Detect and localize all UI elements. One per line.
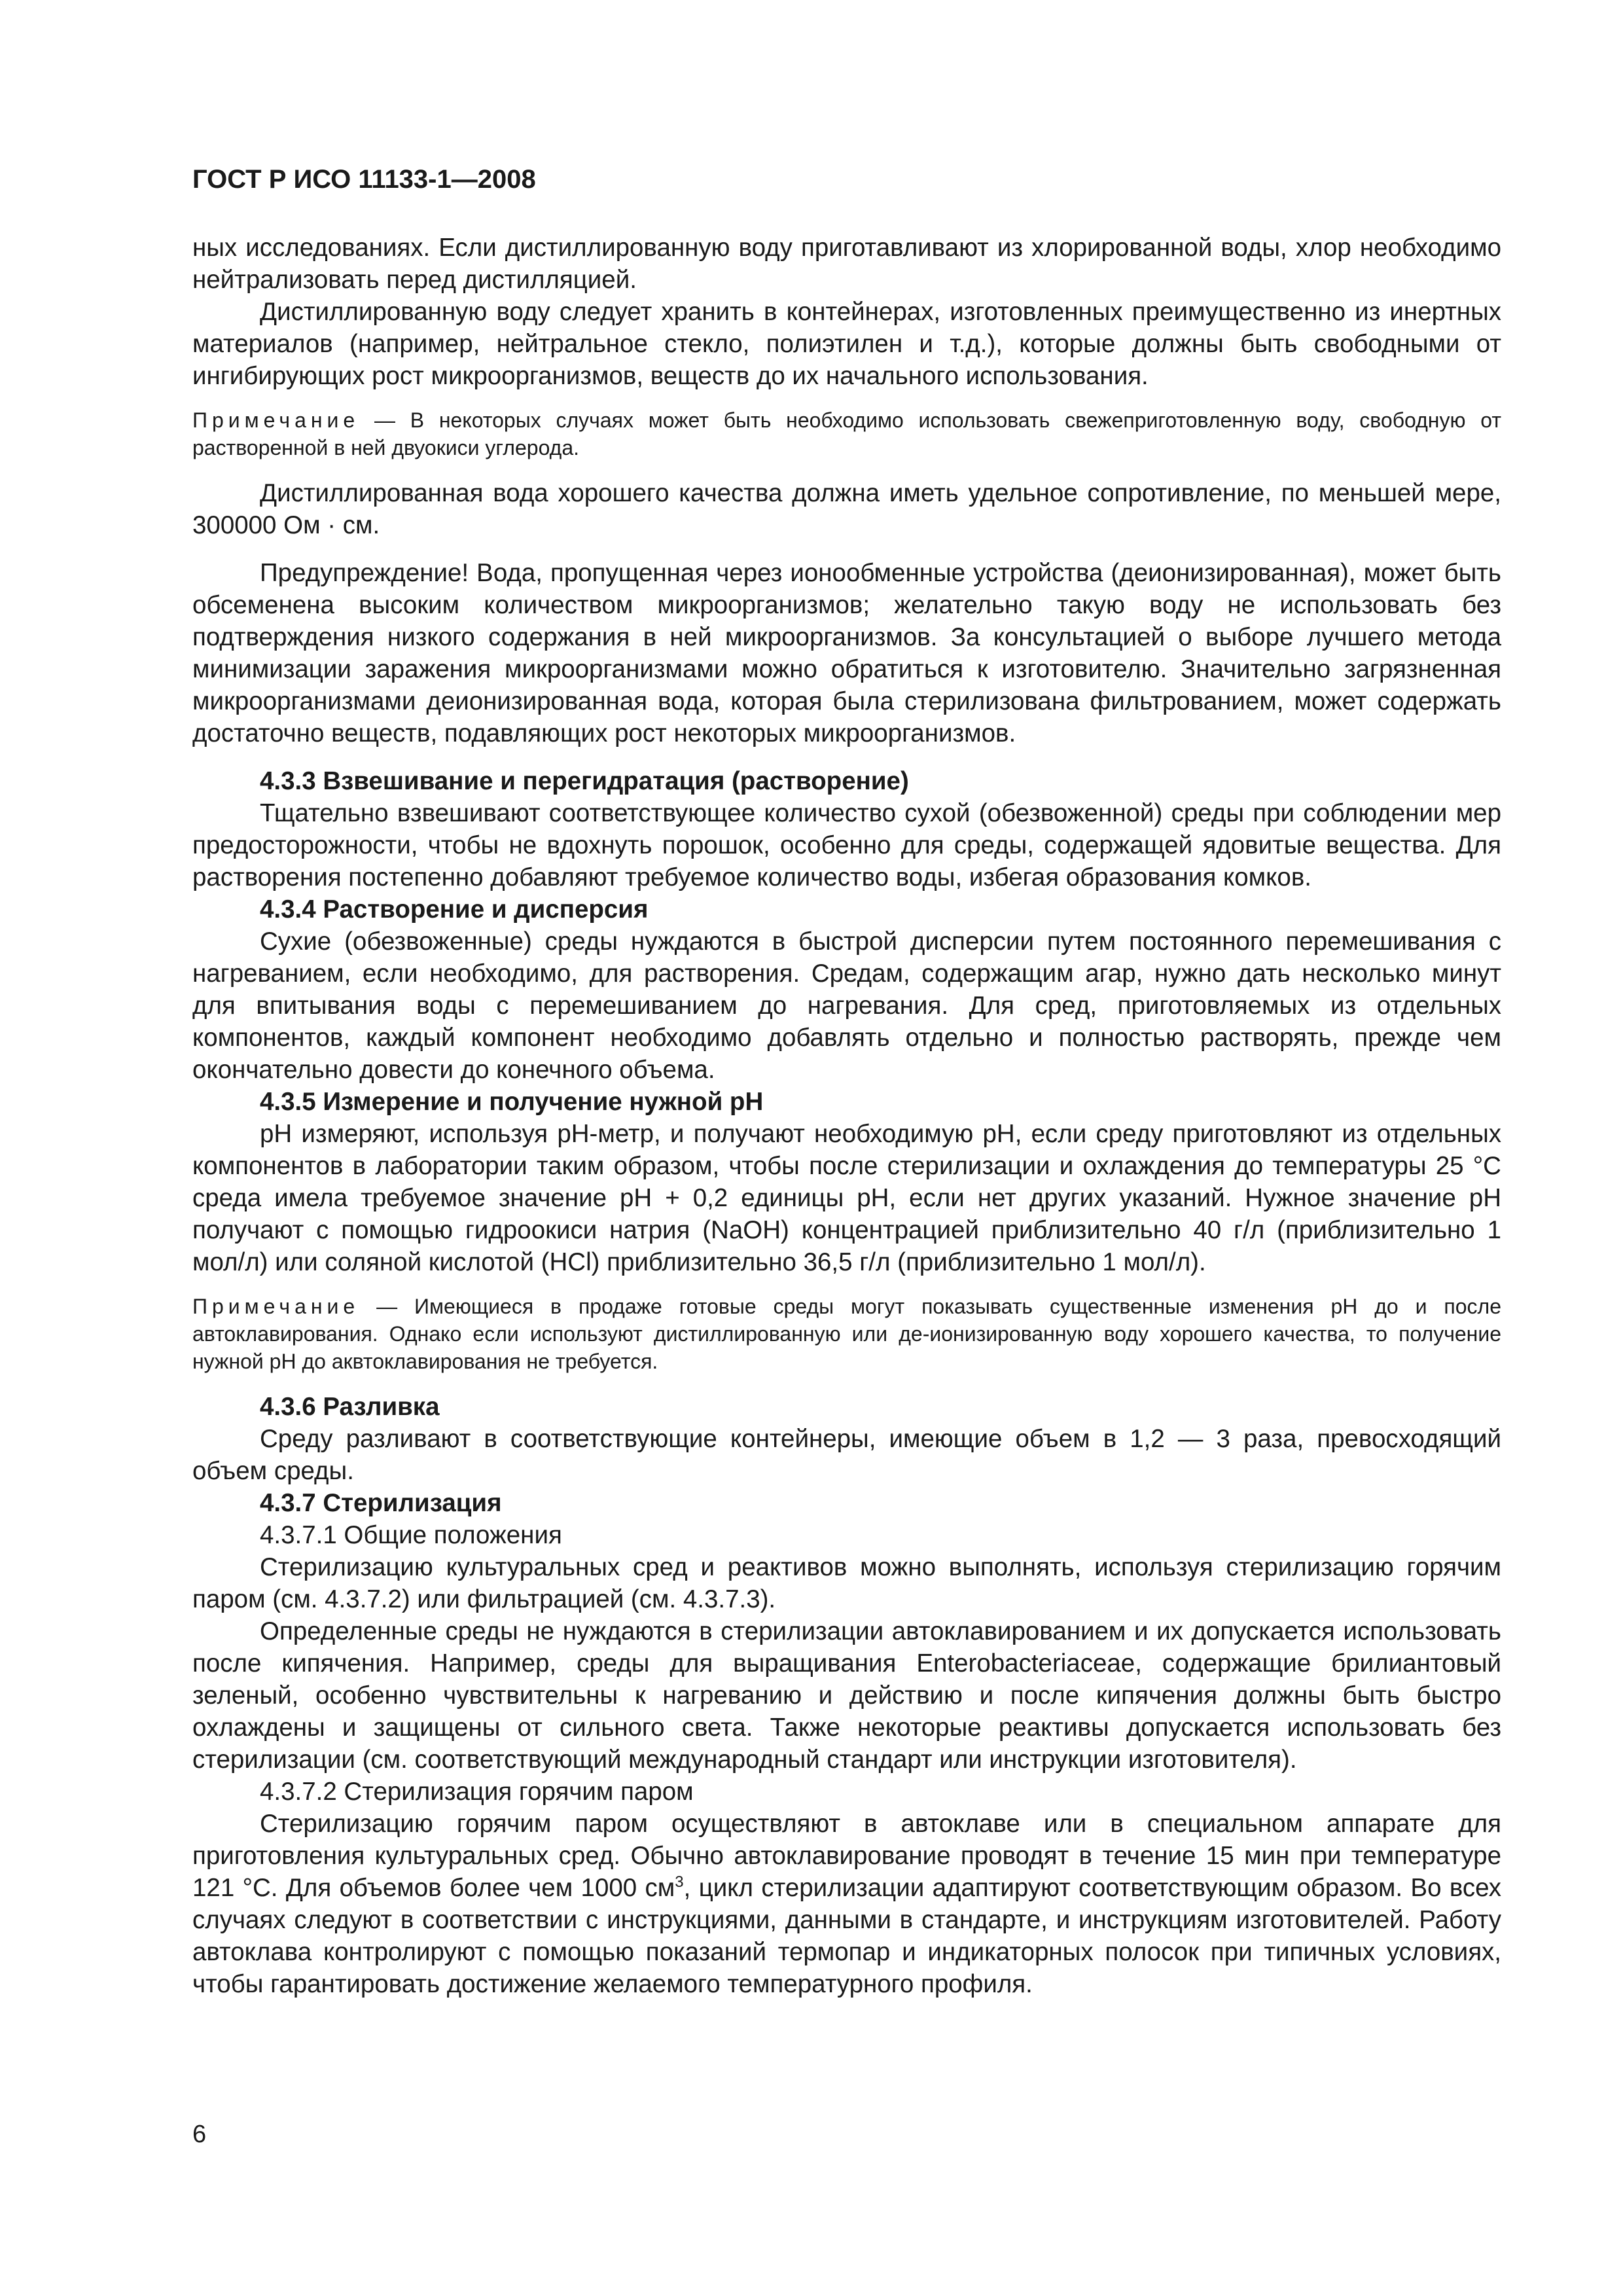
paragraph-storage: Дистиллированную воду следует хранить в контейнерах, изготовленных преимущественно из инертных материалов (например, нейтральное стекло, полиэтилен и т.д.), которые должны быть свободными от ингибирующих рост микроорганизмов, веществ до их начального использования. [192,298,1501,390]
paragraph-boiling: Определенные среды не нуждаются в стерилизации автоклавированием и их допускается использовать после кипячения. Например, среды для выращивания Enterobacteriaceae, содержащие брилиантовый зеленый, особенно чувствительны к нагреванию и действию и после кипячения должны быть быстро охлаждены и защищены от сильного света. Также некоторые реактивы допускается использовать без стерилизации (см. соответствующий международный стандарт или инструкции изготовителя). [192,1617,1501,1774]
section-heading-4-3-4: 4.3.4 Растворение и дисперсия [260,895,649,924]
doc-code: ГОСТ Р ИСО 11133-1—2008 [192,165,536,194]
note-ph [192,1293,1501,1375]
paragraph-weighing: Тщательно взвешивают соответствующее количество сухой (обезвоженной) среды при соблюдении мер предосторожности, чтобы не вдохнуть порошок, особенно для среды, содержащей ядовитые вещества. Для растворения постепенно добавляют требуемое количество воды, избегая образования комков. [192,799,1501,891]
section-heading-4-3-5: 4.3.5 Измерение и получение нужной pH [260,1088,764,1116]
superscript-3: 3 [675,1873,684,1891]
section-heading-4-3-6: 4.3.6 Разливка [260,1393,440,1421]
autoclave-text-b: , цикл стерилизации адаптируют соответствующим образом. Во всех случаях следуют в соответствии с инструкциями, данными в стандарте, и инструкциям изготовителей. Работу автоклава контролируют с помощью показаний термопар и индикаторных полосок при типичных условиях, чтобы гарантировать достижение желаемого температурного профиля. [192,1874,1501,1998]
note-text: — Имеющиеся в продаже готовые среды могут показывать существенные изменения pH до и после автоклавирования. Однако если используют дистиллированную или де-ионизированную воду хорошего качества, то получение нужной pH до аквтоклавирования не требуется. [192,1295,1501,1373]
page-body [192,232,1501,2000]
section-heading-4-3-7: 4.3.7 Стерилизация [260,1489,502,1517]
paragraph-dissolution: Сухие (обезвоженные) среды нуждаются в быстрой дисперсии путем постоянного перемешивания с нагреванием, если необходимо, для растворения. Средам, содержащим агар, нужно дать несколько минут для впитывания воды с перемешиванием до нагревания. Для сред, приготовляемых из отдельных компонентов, каждый компонент необходимо добавлять отдельно и полностью растворять, прежде чем окончательно довести до конечного объема. [192,927,1501,1084]
paragraph-ph: pH измеряют, используя pH-метр, и получают необходимую pH, если среду приготовляют из отдельных компонентов в лаборатории таким образом, чтобы после стерилизации и охлаждения до температуры 25 °C среда имела требуемое значение pH + 0,2 единицы pH, если нет других указаний. Нужное значение pH получают с помощью гидроокиси натрия (NaOH) концентрацией приблизительно 40 г/л (приблизительно 1 мол/л) или соляной кислотой (HCl) приблизительно 36,5 г/л (приблизительно 1 мол/л). [192,1120,1501,1276]
subsection-heading-4-3-7-2: 4.3.7.2 Стерилизация горячим паром [260,1778,694,1806]
page-number: 6 [192,2121,207,2148]
paragraph-continuation: ных исследованиях. Если дистиллированную воду приготавливают из хлорированной воды, хлор необходимо нейтрализовать перед дистилляцией. [192,234,1501,294]
autoclave-text-a: Стерилизацию горячим паром осуществляют в автоклаве или в специальном аппарате для приготовления культуральных сред. Обычно автоклавирование проводят в течение 15 мин при температуре 121 °C. Для объемов более чем 1000 см [192,1810,1501,1902]
section-heading-4-3-3: 4.3.3 Взвешивание и перегидратация (растворение) [260,767,909,795]
paragraph-autoclave [192,1808,1501,2000]
paragraph-dispensing: Среду разливают в соответствующие контейнеры, имеющие объем в 1,2 — 3 раза, превосходящий объем среды. [192,1425,1501,1485]
paragraph-resistivity: Дистиллированная вода хорошего качества должна иметь удельное сопротивление, по меньшей мере, 300000 Ом · см. [192,479,1501,539]
note-label: Примечание [192,1295,360,1318]
document-header [192,164,536,195]
note-label: Примечание [192,408,360,432]
paragraph-sterilization-methods: Стерилизацию культуральных сред и реактивов можно выполнять, используя стерилизацию горячим паром (см. 4.3.7.2) или фильтрацией (см. 4.3.7.3). [192,1553,1501,1613]
note-text: — В некоторых случаях может быть необходимо использовать свежеприготовленную воду, свободную от растворенной в ней двуокиси углерода. [192,408,1501,459]
subsection-heading-4-3-7-1: 4.3.7.1 Общие положения [260,1521,562,1549]
note-carbon-dioxide [192,406,1501,461]
paragraph-warning: Предупреждение! Вода, пропущенная через ионообменные устройства (деионизированная), может быть обсеменена высоким количеством микроорганизмов; желательно такую воду не использовать без подтверждения низкого содержания в ней микроорганизмов. За консультацией о выборе лучшего метода минимизации заражения микроорганизмами можно обратиться к изготовителю. Значительно загрязненная микроорганизмами деионизированная вода, которая была стерилизована фильтрованием, может содержать достаточно веществ, подавляющих рост некоторых микроорганизмов. [192,559,1501,747]
